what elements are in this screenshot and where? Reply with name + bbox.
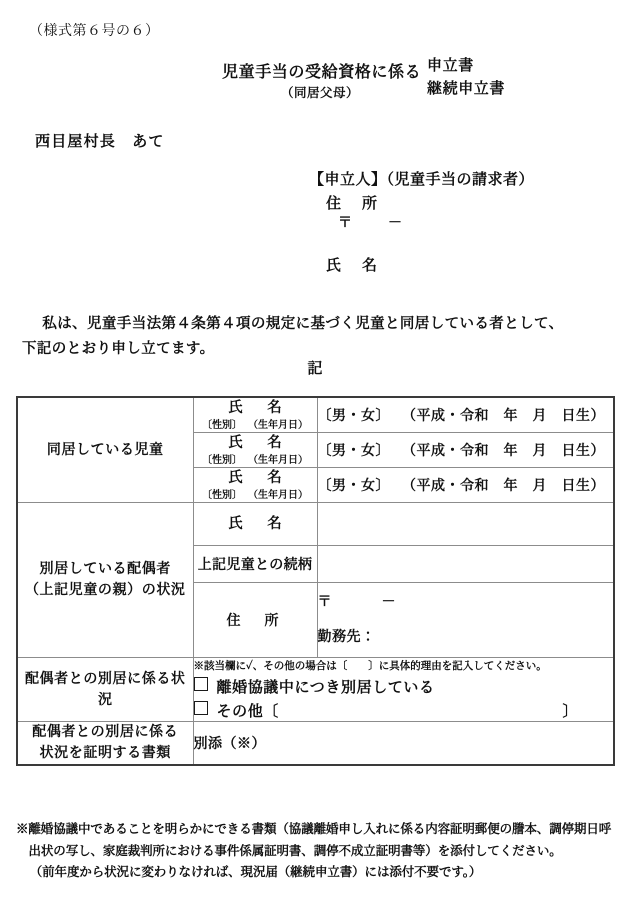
- form-title-main: 児童手当の受給資格に係る: [222, 62, 422, 81]
- table-row: [17, 397, 614, 433]
- proof-documents-row-label: [17, 722, 193, 766]
- child-birth-note-1: （生年月日）: [248, 419, 308, 431]
- child-name-label-2: [193, 433, 317, 468]
- child-name-label-1: [193, 397, 317, 433]
- form-title-kind-line1: 申立書: [427, 56, 474, 74]
- footnotes: [16, 818, 616, 883]
- spouse-row-label-line2: （上記児童の親）の状況: [24, 582, 186, 599]
- spouse-address-input-cell[interactable]: [317, 583, 614, 658]
- child-gender-note-1: 〔性別〕: [202, 419, 242, 431]
- footnote-line-2: 出状の写し、家庭裁判所における事件係属証明書、調停不成立証明書等）を添付してください。: [28, 842, 562, 858]
- spouse-relation-input-cell[interactable]: [317, 546, 614, 583]
- child-gender-value-3: 〔男・女〕: [317, 478, 390, 495]
- applicant-zip-dash: －: [388, 215, 402, 231]
- footnote-line-1: ※離婚協議中であることを明らかにできる書類（協議離婚申し入れに係る内容証明郵便の謄本、調停期日呼: [16, 821, 612, 836]
- table-row: [17, 722, 614, 766]
- table-row: [17, 658, 614, 722]
- child-name-label-3: [193, 468, 317, 503]
- child-name-label-text-2: 氏 名: [228, 434, 287, 452]
- children-row-label: 同居している児童: [17, 397, 193, 503]
- proof-documents-value[interactable]: 別添（※）: [193, 722, 614, 766]
- child-value-cell-1[interactable]: [317, 397, 614, 433]
- footnote-line-3: （前年度から状況に変わりなければ、現況届（継続申立書）には添付不要です。）: [29, 864, 482, 879]
- statement-line1: 私は、児童手当法第４条第４項の規定に基づく児童と同居している者として、: [42, 315, 564, 332]
- child-birth-note-3: （生年月日）: [248, 489, 308, 501]
- applicant-name-label: 氏 名: [326, 256, 381, 274]
- child-name-label-text-1: 氏 名: [228, 399, 287, 416]
- checkbox-icon[interactable]: [194, 701, 208, 715]
- proof-documents-row-label-line2: 状況を証明する書類: [39, 745, 171, 762]
- spouse-address-label: 住 所: [193, 583, 317, 658]
- child-birth-note-2: （生年月日）: [248, 454, 308, 466]
- table-row: [17, 503, 614, 546]
- spouse-row-label-line1: 別居している配偶者: [39, 561, 171, 578]
- checkbox-icon[interactable]: [194, 677, 208, 691]
- child-birth-value-1: （平成・令和 年 月 日生）: [402, 408, 605, 425]
- separation-option-2-label: その他〔: [216, 702, 279, 721]
- postal-mark-icon: 〒: [317, 593, 332, 610]
- child-value-cell-3[interactable]: [317, 468, 614, 503]
- postal-mark-icon: 〒: [338, 215, 352, 231]
- child-gender-note-3: 〔性別〕: [202, 489, 242, 501]
- separation-status-row-label: 配偶者との別居に係る状況: [17, 658, 193, 722]
- statement-text: [22, 311, 602, 362]
- spouse-name-input-cell[interactable]: [317, 503, 614, 546]
- child-name-note-2: [194, 454, 317, 468]
- separation-status-note: ※該当欄に✓、その他の場合は〔 〕に具体的理由を記入してください。: [193, 660, 547, 673]
- form-title-kind-line2: 継続申立書: [427, 79, 506, 98]
- applicant-address-label: 住 所: [326, 194, 381, 212]
- footnote-line-3-wrap: [16, 861, 616, 883]
- child-gender-note-2: 〔性別〕: [202, 454, 242, 466]
- form-table: [16, 396, 615, 766]
- separation-option-1[interactable]: [194, 676, 614, 697]
- child-birth-value-2: （平成・令和 年 月 日生）: [402, 443, 605, 460]
- statement-line2: 下記のとおり申し立てます。: [22, 340, 215, 358]
- applicant-zip-row: [338, 212, 402, 232]
- child-name-label-text-3: 氏 名: [228, 469, 287, 487]
- separation-option-1-label: 離婚協議中につき別居している: [216, 678, 435, 697]
- ki-mark: 記: [307, 359, 323, 377]
- spouse-workplace-label: 勤務先：: [317, 629, 376, 646]
- form-number: （様式第６号の６）: [29, 23, 160, 39]
- child-birth-value-3: （平成・令和 年 月 日生）: [402, 478, 605, 495]
- spouse-name-label: [193, 503, 317, 546]
- spouse-zip-dash: －: [381, 593, 396, 610]
- addressee: 西目屋村長 あて: [35, 132, 165, 150]
- proof-documents-row-label-line1: 配偶者との別居に係る: [32, 724, 179, 741]
- spouse-relation-label: 上記児童との続柄: [193, 546, 317, 583]
- separation-option-2[interactable]: [194, 700, 614, 721]
- footnote-line-2-wrap: [16, 840, 616, 862]
- spouse-zip-row: [318, 595, 614, 610]
- child-name-note-1: [194, 419, 317, 433]
- child-value-cell-2[interactable]: [317, 433, 614, 468]
- form-title-kind: [427, 54, 505, 101]
- spouse-name-label-text: 氏 名: [228, 515, 287, 533]
- applicant-heading: 【申立人】（児童手当の請求者）: [309, 170, 535, 188]
- separation-status-cell: [193, 658, 614, 722]
- child-name-note-3: [194, 489, 317, 503]
- spouse-row-label: [17, 503, 193, 658]
- separation-option-2-close-bracket: 〕: [562, 702, 579, 721]
- child-gender-value-2: 〔男・女〕: [317, 443, 390, 460]
- child-gender-value-1: 〔男・女〕: [317, 408, 390, 425]
- form-title-subtitle: （同居父母）: [281, 85, 360, 100]
